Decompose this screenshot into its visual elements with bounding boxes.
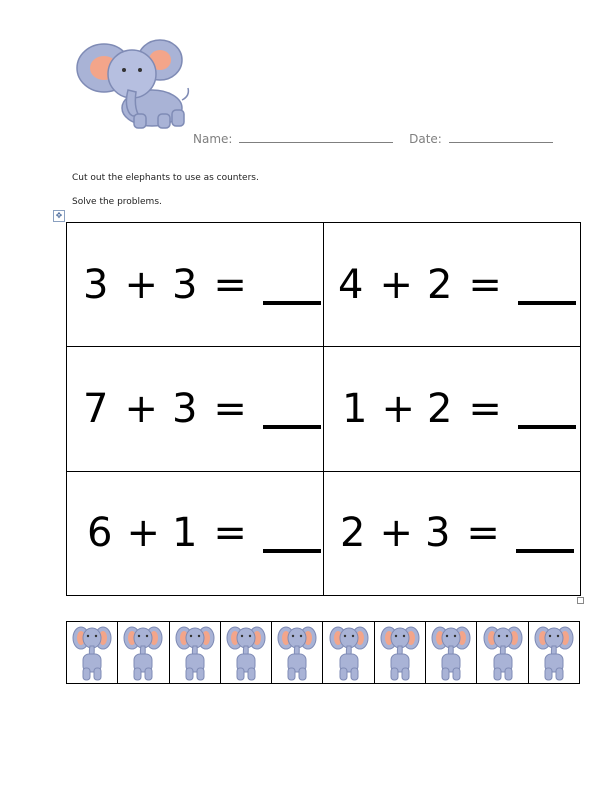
addend-b: 3 xyxy=(424,510,451,557)
counter-cell xyxy=(169,622,220,684)
problem-cell xyxy=(67,471,324,595)
addend-a: 1 xyxy=(342,385,368,432)
addend-a: 2 xyxy=(340,510,366,557)
name-label: Name: xyxy=(193,132,233,146)
elephant-icon xyxy=(534,624,574,682)
answer-blank[interactable] xyxy=(518,425,576,429)
addend-b: 2 xyxy=(426,261,453,308)
answer-blank[interactable] xyxy=(518,301,576,305)
elephant-icon xyxy=(72,624,112,682)
plus-sign: + xyxy=(379,261,413,308)
instruction-cut: Cut out the elephants to use as counters. xyxy=(72,173,259,183)
addend-a: 7 xyxy=(83,385,109,432)
problem-cell xyxy=(324,223,581,347)
answer-blank[interactable] xyxy=(263,301,321,305)
date-label: Date: xyxy=(409,132,442,146)
elephant-icon xyxy=(277,624,317,682)
elephant-icon xyxy=(483,624,523,682)
plus-sign: + xyxy=(124,261,158,308)
addend-b: 3 xyxy=(171,261,198,308)
counter-cell xyxy=(272,622,323,684)
problem-cell xyxy=(324,471,581,595)
elephant-icon xyxy=(226,624,266,682)
table-move-handle-icon[interactable]: ✥ xyxy=(53,210,65,222)
addend-b: 3 xyxy=(171,385,198,432)
problem-cell xyxy=(67,347,324,471)
addend-b: 1 xyxy=(171,510,198,557)
name-field[interactable] xyxy=(239,130,393,143)
elephant-icon xyxy=(329,624,369,682)
answer-blank[interactable] xyxy=(263,425,321,429)
equals-sign: = xyxy=(468,261,502,308)
counter-cell xyxy=(220,622,271,684)
table-resize-handle[interactable] xyxy=(577,597,584,604)
elephant-counter-strip xyxy=(66,621,580,684)
counter-cell xyxy=(528,622,579,684)
addend-b: 2 xyxy=(426,385,453,432)
addend-a: 6 xyxy=(87,510,113,557)
addend-a: 3 xyxy=(83,261,109,308)
name-date-row xyxy=(193,130,553,146)
elephant-icon xyxy=(123,624,163,682)
plus-sign: + xyxy=(126,510,160,557)
counter-cell xyxy=(477,622,528,684)
plus-sign: + xyxy=(381,385,415,432)
counter-cell xyxy=(374,622,425,684)
counter-cell xyxy=(118,622,169,684)
elephant-icon xyxy=(175,624,215,682)
equals-sign: = xyxy=(468,385,502,432)
problem-cell xyxy=(324,347,581,471)
equals-sign: = xyxy=(213,261,247,308)
plus-sign: + xyxy=(124,385,158,432)
elephant-logo-icon xyxy=(74,38,194,130)
equals-sign: = xyxy=(466,510,500,557)
problem-grid xyxy=(66,222,581,596)
problem-cell xyxy=(67,223,324,347)
equals-sign: = xyxy=(213,510,247,557)
plus-sign: + xyxy=(379,510,413,557)
date-field[interactable] xyxy=(449,130,553,143)
equals-sign: = xyxy=(213,385,247,432)
answer-blank[interactable] xyxy=(516,549,574,553)
instruction-solve: Solve the problems. xyxy=(72,197,162,207)
counter-cell xyxy=(67,622,118,684)
counter-cell xyxy=(426,622,477,684)
elephant-icon xyxy=(380,624,420,682)
answer-blank[interactable] xyxy=(263,549,321,553)
counter-cell xyxy=(323,622,374,684)
addend-a: 4 xyxy=(338,261,364,308)
elephant-icon xyxy=(431,624,471,682)
